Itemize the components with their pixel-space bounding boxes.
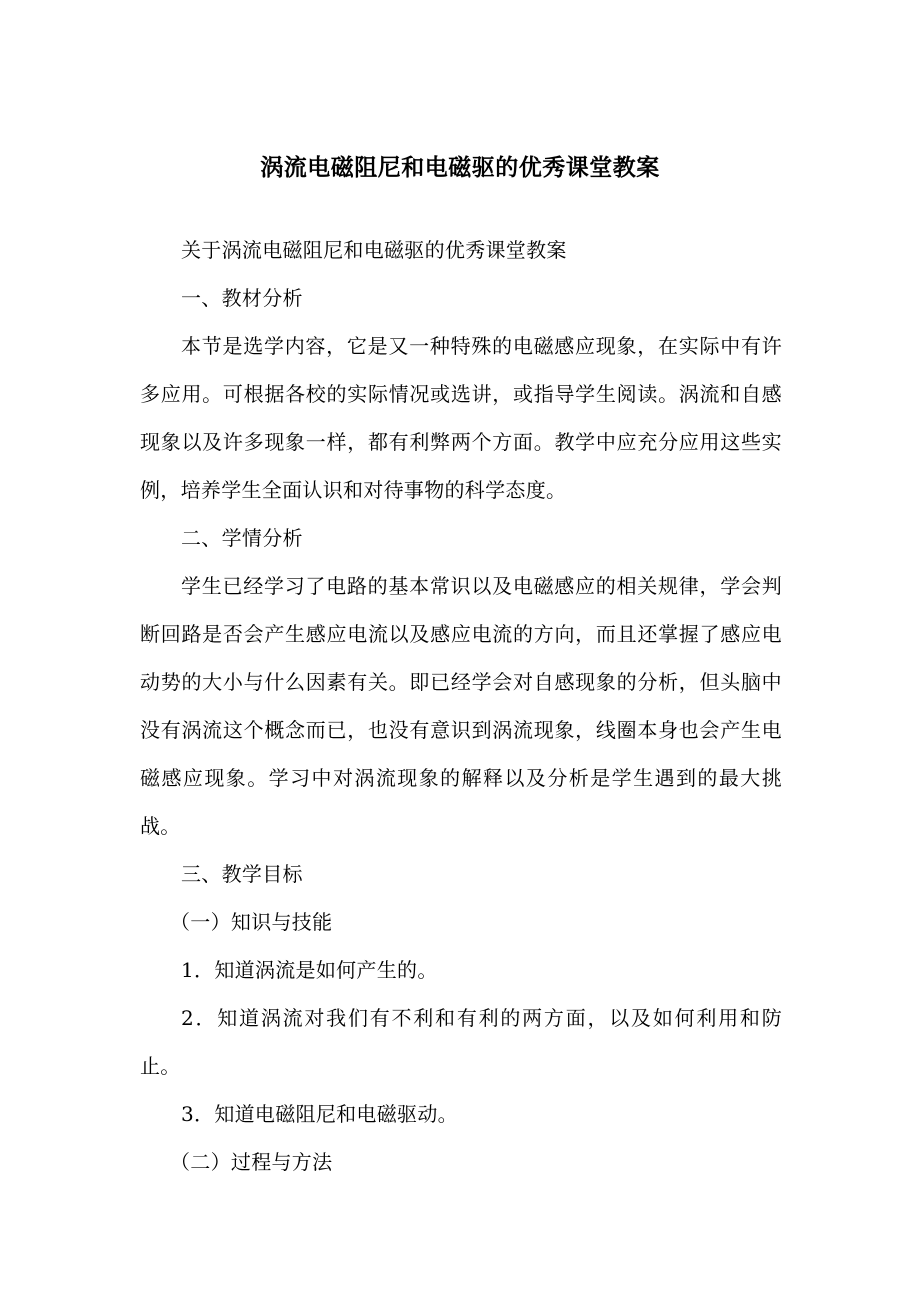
intro-line: 关于涡流电磁阻尼和电磁驱的优秀课堂教案 [181,238,567,262]
document-title: 涡流电磁阻尼和电磁驱的优秀课堂教案 [260,154,660,181]
section-heading-student-analysis: 二、学情分析 [181,526,303,550]
paragraph-student-analysis: 学生已经学习了电路的基本常识以及电磁感应的相关规律，学会判断回路是否会产生感应电流以及感应电流的方向，而且还掌握了感应电动势的大小与什么因素有关。即已经学会对自感现象的分析，但头脑中没有涡流这个概念而已，也没有意识到涡流现象，线圈本身也会产生电磁感应现象。学习中对涡流现象的解释以及分析是学生遇到的最大挑战。 [140,574,782,838]
document-body [140,226,782,1186]
section-heading-teaching-goals: 三、教学目标 [181,862,303,886]
subheading-knowledge-skills: （一）知识与技能 [170,910,333,934]
list-item-1: 1．知道涡流是如何产生的。 [181,958,438,982]
paragraph-textbook-analysis: 本节是选学内容，它是又一种特殊的电磁感应现象，在实际中有许多应用。可根据各校的实际情况或选讲，或指导学生阅读。涡流和自感现象以及许多现象一样，都有利弊两个方面。教学中应充分应用这些实例，培养学生全面认识和对待事物的科学态度。 [140,334,782,502]
subheading-process-methods: （二）过程与方法 [170,1150,333,1174]
section-heading-textbook-analysis: 一、教材分析 [181,286,303,310]
list-item-2: 2．知道涡流对我们有不利和有利的两方面，以及如何利用和防止。 [140,1006,782,1078]
list-item-3: 3．知道电磁阻尼和电磁驱动。 [181,1102,458,1126]
